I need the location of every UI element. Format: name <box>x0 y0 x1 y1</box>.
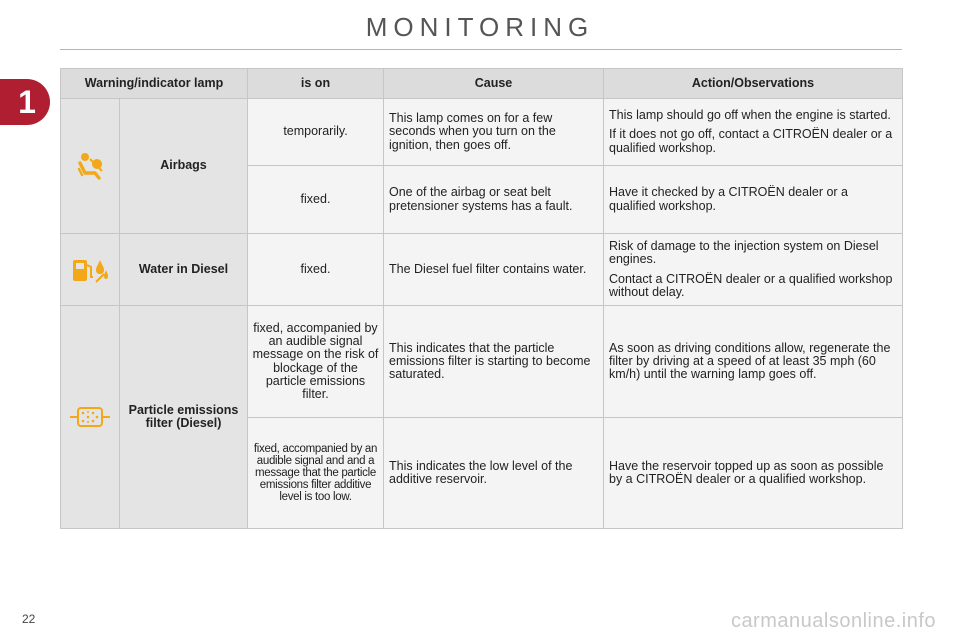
warning-lamp-table <box>60 68 903 529</box>
lamp-name-water-in-diesel: Water in Diesel <box>120 234 248 306</box>
particle-filter-icon <box>68 405 112 429</box>
action-cell <box>604 166 903 234</box>
action-cell <box>604 234 903 306</box>
header-cause: Cause <box>384 69 604 99</box>
page-title: MONITORING <box>365 12 595 42</box>
header-is-on: is on <box>248 69 384 99</box>
is-on-cell: fixed, accompanied by an audible signal message on the risk of blockage of the particle emissions filter. <box>248 306 384 418</box>
lamp-name-particle-filter: Particle emissions filter (Diesel) <box>120 306 248 529</box>
action-text: If it does not go off, contact a CITROËN dealer or a qualified workshop. <box>609 127 893 155</box>
watermark: carmanualsonline.info <box>730 610 936 632</box>
table-row <box>61 234 903 306</box>
lamp-name-airbags: Airbags <box>120 99 248 234</box>
page-number: 22 <box>22 612 36 626</box>
action-text: Contact a CITROËN dealer or a qualified workshop without delay. <box>609 271 893 299</box>
cause-cell: This indicates that the particle emissions filter is starting to become saturated. <box>384 306 604 418</box>
action-cell <box>604 418 903 529</box>
particle-filter-lamp-cell <box>61 306 120 529</box>
action-cell <box>604 306 903 418</box>
action-text: Have it checked by a CITROËN dealer or a qualified workshop. <box>609 185 848 213</box>
water-in-diesel-lamp-cell <box>61 234 120 306</box>
is-on-cell: fixed. <box>248 166 384 234</box>
is-on-cell: temporarily. <box>248 99 384 166</box>
action-text: Have the reservoir topped up as soon as possible by a CITROËN dealer or a qualified workshop. <box>609 458 884 486</box>
chapter-number: 1 <box>18 83 36 120</box>
is-on-cell: fixed. <box>248 234 384 306</box>
action-text: This lamp should go off when the engine is started. <box>609 108 891 123</box>
title-divider <box>60 49 902 50</box>
header-action: Action/Observations <box>604 69 903 99</box>
cause-cell: The Diesel fuel filter contains water. <box>384 234 604 306</box>
cause-cell: This indicates the low level of the additive reservoir. <box>384 418 604 529</box>
table-row <box>61 99 903 166</box>
cause-cell: This lamp comes on for a few seconds when you turn on the ignition, then goes off. <box>384 99 604 166</box>
action-text: Risk of damage to the injection system on Diesel engines. <box>609 239 879 267</box>
header-warning-lamp: Warning/indicator lamp <box>61 69 248 99</box>
chapter-tab <box>0 79 50 125</box>
action-cell <box>604 99 903 166</box>
table-header-row <box>61 69 903 99</box>
cause-cell: One of the airbag or seat belt pretensioner systems has a fault. <box>384 166 604 234</box>
water-in-diesel-icon <box>69 256 111 284</box>
is-on-cell: fixed, accompanied by an audible signal and and a message that the particle emissions filter additive level is too low. <box>248 418 384 529</box>
airbag-lamp-cell <box>61 99 120 234</box>
table-row <box>61 306 903 418</box>
action-text: As soon as driving conditions allow, regenerate the filter by driving at a speed of at least 35 mph (60 km/h) until the warning lamp goes off. <box>609 340 891 382</box>
airbag-icon <box>73 151 107 181</box>
